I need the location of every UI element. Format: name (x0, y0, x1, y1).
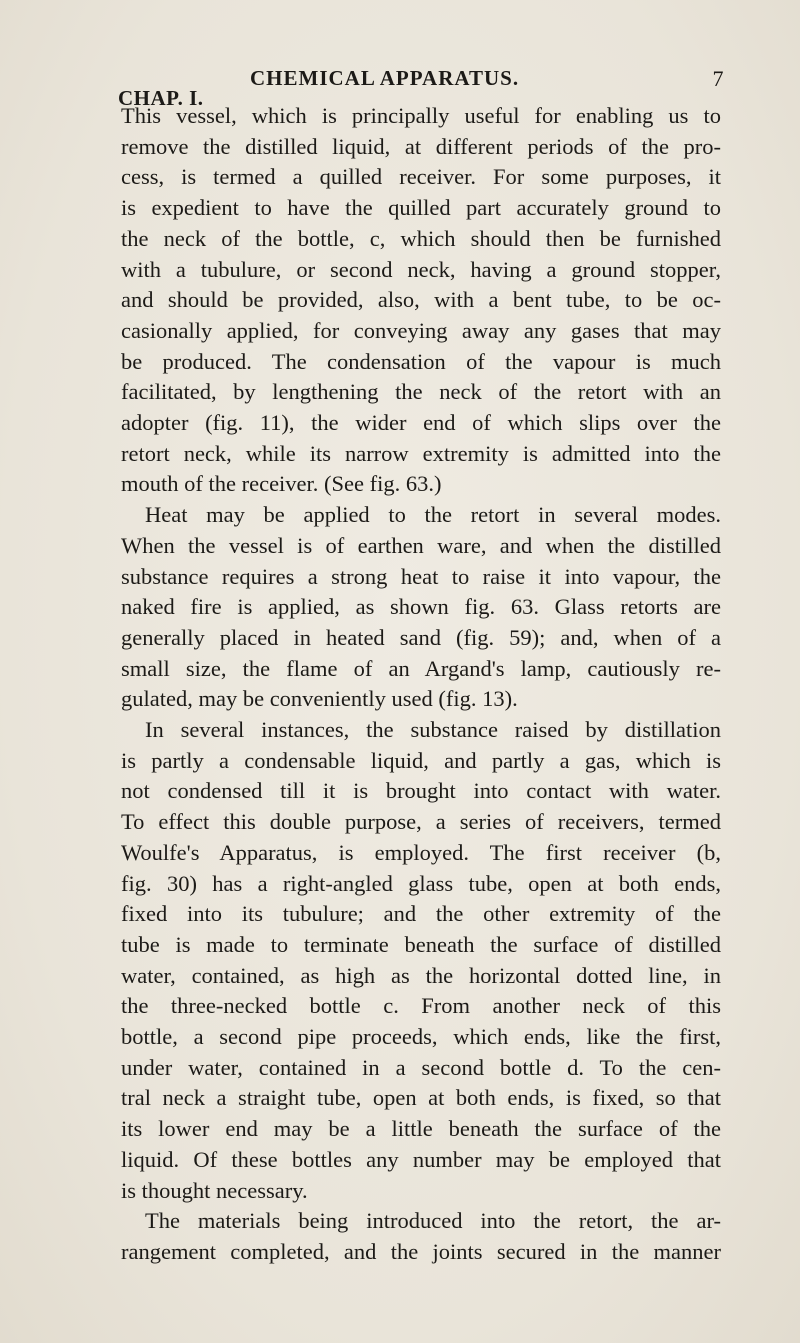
text-line: Heat may be applied to the retort in several modes. (145, 502, 721, 528)
text-line: rangement completed, and the joints secured in the manner (121, 1238, 721, 1264)
text-line: naked fire is applied, as shown fig. 63. Glass retorts are (121, 594, 721, 620)
text-line: bottle, a second pipe proceeds, which ends, like the first, (121, 1024, 721, 1049)
text-line: and should be provided, also, with a bent tube, to be oc- (121, 287, 721, 313)
text-line: fixed into its tubulure; and the other extremity of the (121, 901, 721, 927)
text-line: is partly a condensable liquid, and partly a gas, which is (121, 747, 721, 773)
text-line: adopter (fig. 11), the wider end of which slips over the (121, 410, 721, 435)
text-line: When the vessel is of earthen ware, and when the distilled (121, 532, 721, 558)
text-line: the neck of the bottle, c, which should then be furnished (121, 225, 721, 251)
text-line: This vessel, which is principally useful for enabling us to (121, 103, 721, 128)
text-line: substance requires a strong heat to raise it into vapour, the (121, 563, 721, 589)
text-line: casionally applied, for conveying away any gases that may (121, 317, 721, 343)
text-line: liquid. Of these bottles any number may be employed that (121, 1146, 721, 1172)
text-line: cess, is termed a quilled receiver. For some purposes, it (121, 164, 721, 190)
text-line: Woulfe's Apparatus, is employed. The first receiver (b, (121, 839, 721, 865)
text-line: remove the distilled liquid, at different periods of the pro- (121, 133, 721, 159)
text-line: The materials being introduced into the retort, the ar- (145, 1208, 721, 1234)
text-line: with a tubulure, or second neck, having a ground stopper, (121, 256, 721, 282)
text-line: tral neck a straight tube, open at both ends, is fixed, so that (121, 1085, 721, 1111)
text-line: facilitated, by lengthening the neck of the retort with an (121, 379, 721, 405)
text-line: under water, contained in a second bottle d. To the cen- (121, 1054, 721, 1080)
text-line: generally placed in heated sand (fig. 59); and, when of a (121, 624, 721, 650)
running-title: CHEMICAL APPARATUS. (250, 66, 520, 90)
text-line: To effect this double purpose, a series of receivers, termed (121, 809, 721, 835)
text-line: is thought necessary. (121, 1177, 308, 1203)
text-line: not condensed till it is brought into contact with water. (121, 778, 721, 804)
text-line: fig. 30) has a right-angled glass tube, open at both ends, (121, 870, 721, 896)
text-line: water, contained, as high as the horizontal dotted line, in (121, 962, 721, 988)
running-header (118, 66, 724, 110)
page-number: 7 (712, 66, 724, 91)
text-line: small size, the flame of an Argand's lamp, cautiously re- (121, 655, 721, 681)
chapter-label: CHAP. I. (118, 86, 204, 110)
text-line: is expedient to have the quilled part accurately ground to (121, 195, 721, 221)
text-line: mouth of the receiver. (See fig. 63.) (121, 471, 442, 497)
text-line: retort neck, while its narrow extremity is admitted into the (121, 440, 721, 466)
text-line: In several instances, the substance raised by distillation (145, 717, 721, 742)
text-line: be produced. The condensation of the vapour is much (121, 348, 721, 374)
text-line: the three-necked bottle c. From another neck of this (121, 993, 721, 1019)
text-line: tube is made to terminate beneath the surface of distilled (121, 931, 721, 957)
text-line: its lower end may be a little beneath the surface of the (121, 1116, 721, 1142)
text-line: gulated, may be conveniently used (fig. 13). (121, 686, 518, 712)
